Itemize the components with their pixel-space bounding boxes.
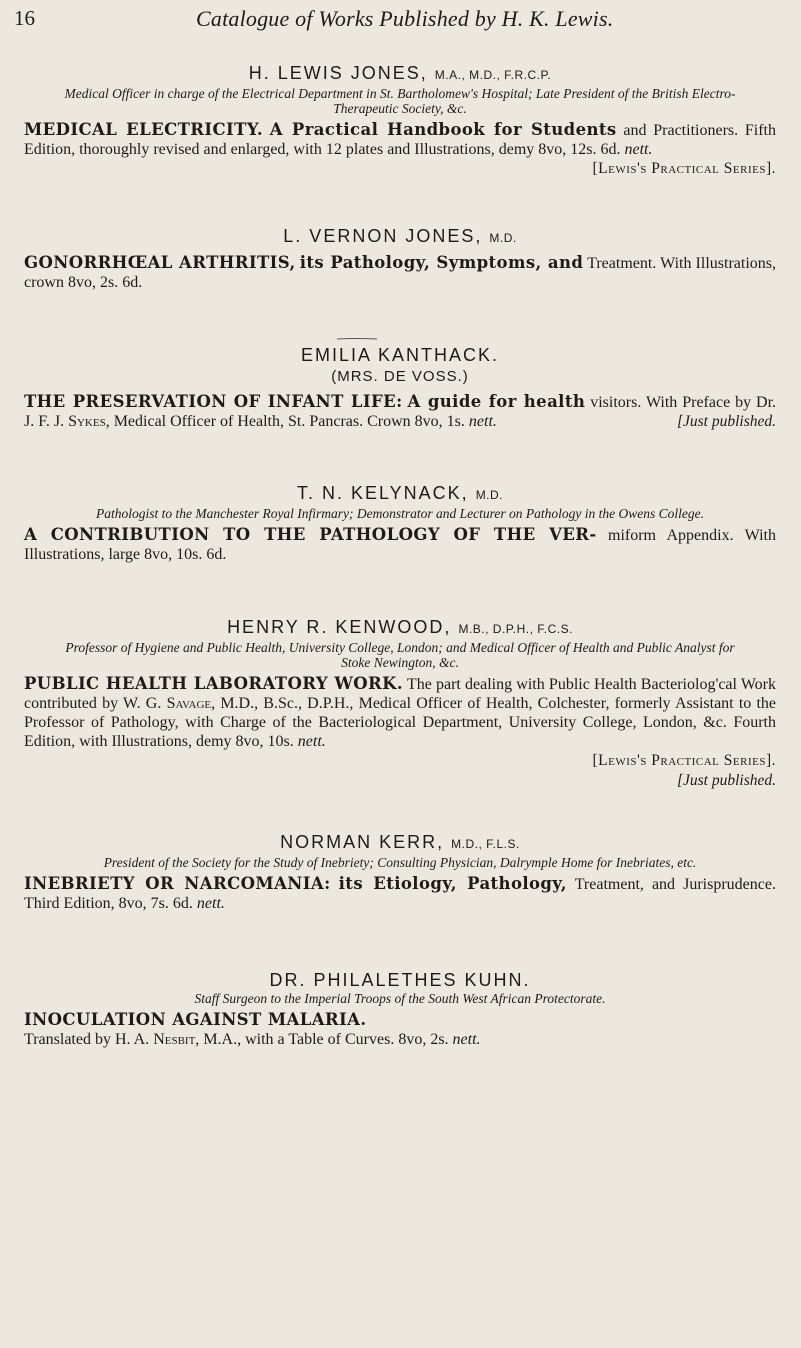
- entry-kanthack: [24, 344, 776, 432]
- book-title: GONORRHŒAL ARTHRITIS,: [24, 253, 296, 272]
- book-details: visitors. With Preface by Dr. J. F. J.: [24, 394, 777, 430]
- author-name: EMILIA KANTHACK.: [300, 345, 500, 365]
- book-details: miform Appendix. With Illustrations, large 8vo, 10s. 6d.: [24, 527, 777, 563]
- book-title: A CONTRIBUTION TO THE PATHOLOGY OF THE VER-: [24, 525, 597, 544]
- author-alias: (MRS. DE VOSS.): [331, 368, 469, 385]
- author-name: HENRY R. KENWOOD,: [227, 617, 452, 637]
- book-details: and Practitioners. Fifth Edition, thoroughly revised and enlarged, with 12 plates and Illustrations, demy 8vo, 12s. 6d.: [24, 122, 776, 158]
- contributor-name: Nesbit,: [153, 1031, 200, 1048]
- series-note: [24, 751, 776, 771]
- book-description: [24, 120, 776, 159]
- book-title: MEDICAL ELECTRICITY.: [24, 120, 264, 139]
- price-nett: nett.: [624, 141, 653, 158]
- price-nett: nett.: [196, 895, 225, 912]
- author-affiliation: President of the Society for the Study of Inebriety; Consulting Physician, Dalrymple Home for Inebriates, etc.: [103, 855, 697, 870]
- series-name: [Lewis's Practical Series].: [592, 752, 776, 769]
- author-name: DR. PHILALETHES KUHN.: [269, 970, 531, 990]
- book-subtitle: A Practical Handbook for Students: [269, 120, 617, 139]
- author-heading: [24, 344, 776, 366]
- author-name: H. LEWIS JONES,: [248, 63, 428, 83]
- just-published: [Just published.: [676, 413, 776, 430]
- running-title: Catalogue of Works Published by H. K. Lewis.: [196, 6, 614, 31]
- price-nett: nett.: [297, 733, 326, 750]
- book-details: Translated by H. A.: [24, 1031, 150, 1048]
- author-heading: [24, 831, 776, 855]
- author-name: NORMAN KERR,: [280, 832, 445, 852]
- contributor-name: Sykes,: [68, 413, 110, 430]
- book-details: Treatment, and Jurisprudence. Third Edition, 8vo, 7s. 6d.: [24, 876, 776, 912]
- book-title: THE PRESERVATION OF INFANT LIFE:: [24, 392, 403, 411]
- book-details: Public Health Bacteriolog'cal Work contributed by W. G.: [24, 676, 777, 712]
- page-number: 16: [14, 6, 35, 30]
- divider-ornament: [337, 338, 377, 340]
- book-title: PUBLIC HEALTH LABORATORY WORK.: [24, 674, 404, 693]
- book-subtitle: its Pathology, Symptoms, and: [299, 253, 584, 272]
- book-subtitle: A guide for health: [407, 392, 586, 411]
- series-note: [24, 159, 776, 179]
- entry-lewis-jones: [24, 62, 776, 179]
- catalogue-entries: [24, 62, 776, 1049]
- entry-vernon-jones: [24, 225, 776, 292]
- author-affiliation: Professor of Hygiene and Public Health, University College, London; and Medical Officer of Health and Public Analyst for Stoke Newington, &c.: [65, 640, 735, 670]
- book-description: [24, 253, 776, 292]
- book-details: Treatment. With Illustrations, crown 8vo, 2s. 6d.: [24, 255, 776, 291]
- book-subtitle: its Etiology, Pathology,: [338, 874, 567, 893]
- running-head: [14, 6, 781, 36]
- price-nett: nett.: [468, 413, 497, 430]
- author-degrees: M.D.: [475, 488, 504, 502]
- just-published: [Just published.: [676, 772, 776, 789]
- entry-kelynack: [24, 482, 776, 564]
- author-affiliation: Staff Surgeon to the Imperial Troops of the South West African Protectorate.: [194, 991, 606, 1006]
- book-title: INEBRIETY OR NARCOMANIA:: [24, 874, 331, 893]
- author-name: L. VERNON JONES,: [283, 226, 483, 246]
- author-heading: [24, 969, 776, 991]
- author-degrees: M.D., F.L.S.: [451, 837, 520, 851]
- author-heading: [24, 62, 776, 86]
- author-name: T. N. KELYNACK,: [296, 483, 469, 503]
- book-title: INOCULATION AGAINST MALARIA.: [24, 1010, 367, 1029]
- book-details-cont: M.A., with a Table of Curves. 8vo, 2s.: [203, 1031, 449, 1048]
- book-description: [24, 1010, 776, 1049]
- price-nett: nett.: [452, 1031, 481, 1048]
- book-details-cont: M.D., B.Sc., D.P.H., Medical Officer of Health, Colchester, formerly Assistant to the Professor of Pathology, with Charge of the Bacteriological Department, University College, London, &c. Fourth Edition, with Illustrations, demy 8vo, 10s.: [24, 695, 777, 750]
- book-description: [24, 874, 776, 913]
- author-degrees: M.D.: [489, 231, 517, 245]
- series-name: [Lewis's Practical Series].: [592, 160, 776, 177]
- book-subtitle: The part dealing with: [406, 676, 545, 693]
- book-description: [24, 674, 776, 751]
- publication-note: [24, 771, 776, 791]
- contributor-name: Savage,: [166, 695, 216, 712]
- book-description: [24, 525, 776, 564]
- author-heading: [24, 616, 776, 640]
- entry-kerr: [24, 831, 776, 913]
- author-affiliation: Pathologist to the Manchester Royal Infirmary; Demonstrator and Lecturer on Pathology in the Owens College.: [95, 506, 705, 521]
- entry-kenwood: [24, 616, 776, 791]
- author-degrees: M.A., M.D., F.R.C.P.: [434, 68, 552, 82]
- book-details-cont: Medical Officer of Health, St. Pancras. Crown 8vo, 1s.: [113, 413, 465, 430]
- author-affiliation: Medical Officer in charge of the Electrical Department in St. Bartholomew's Hospital; Late President of the British Electro-Therapeutic Society, &c.: [64, 86, 736, 116]
- author-heading: [24, 482, 776, 506]
- author-heading: [24, 225, 776, 249]
- entry-kuhn: [24, 969, 776, 1049]
- author-degrees: M.B., D.P.H., F.C.S.: [458, 622, 573, 636]
